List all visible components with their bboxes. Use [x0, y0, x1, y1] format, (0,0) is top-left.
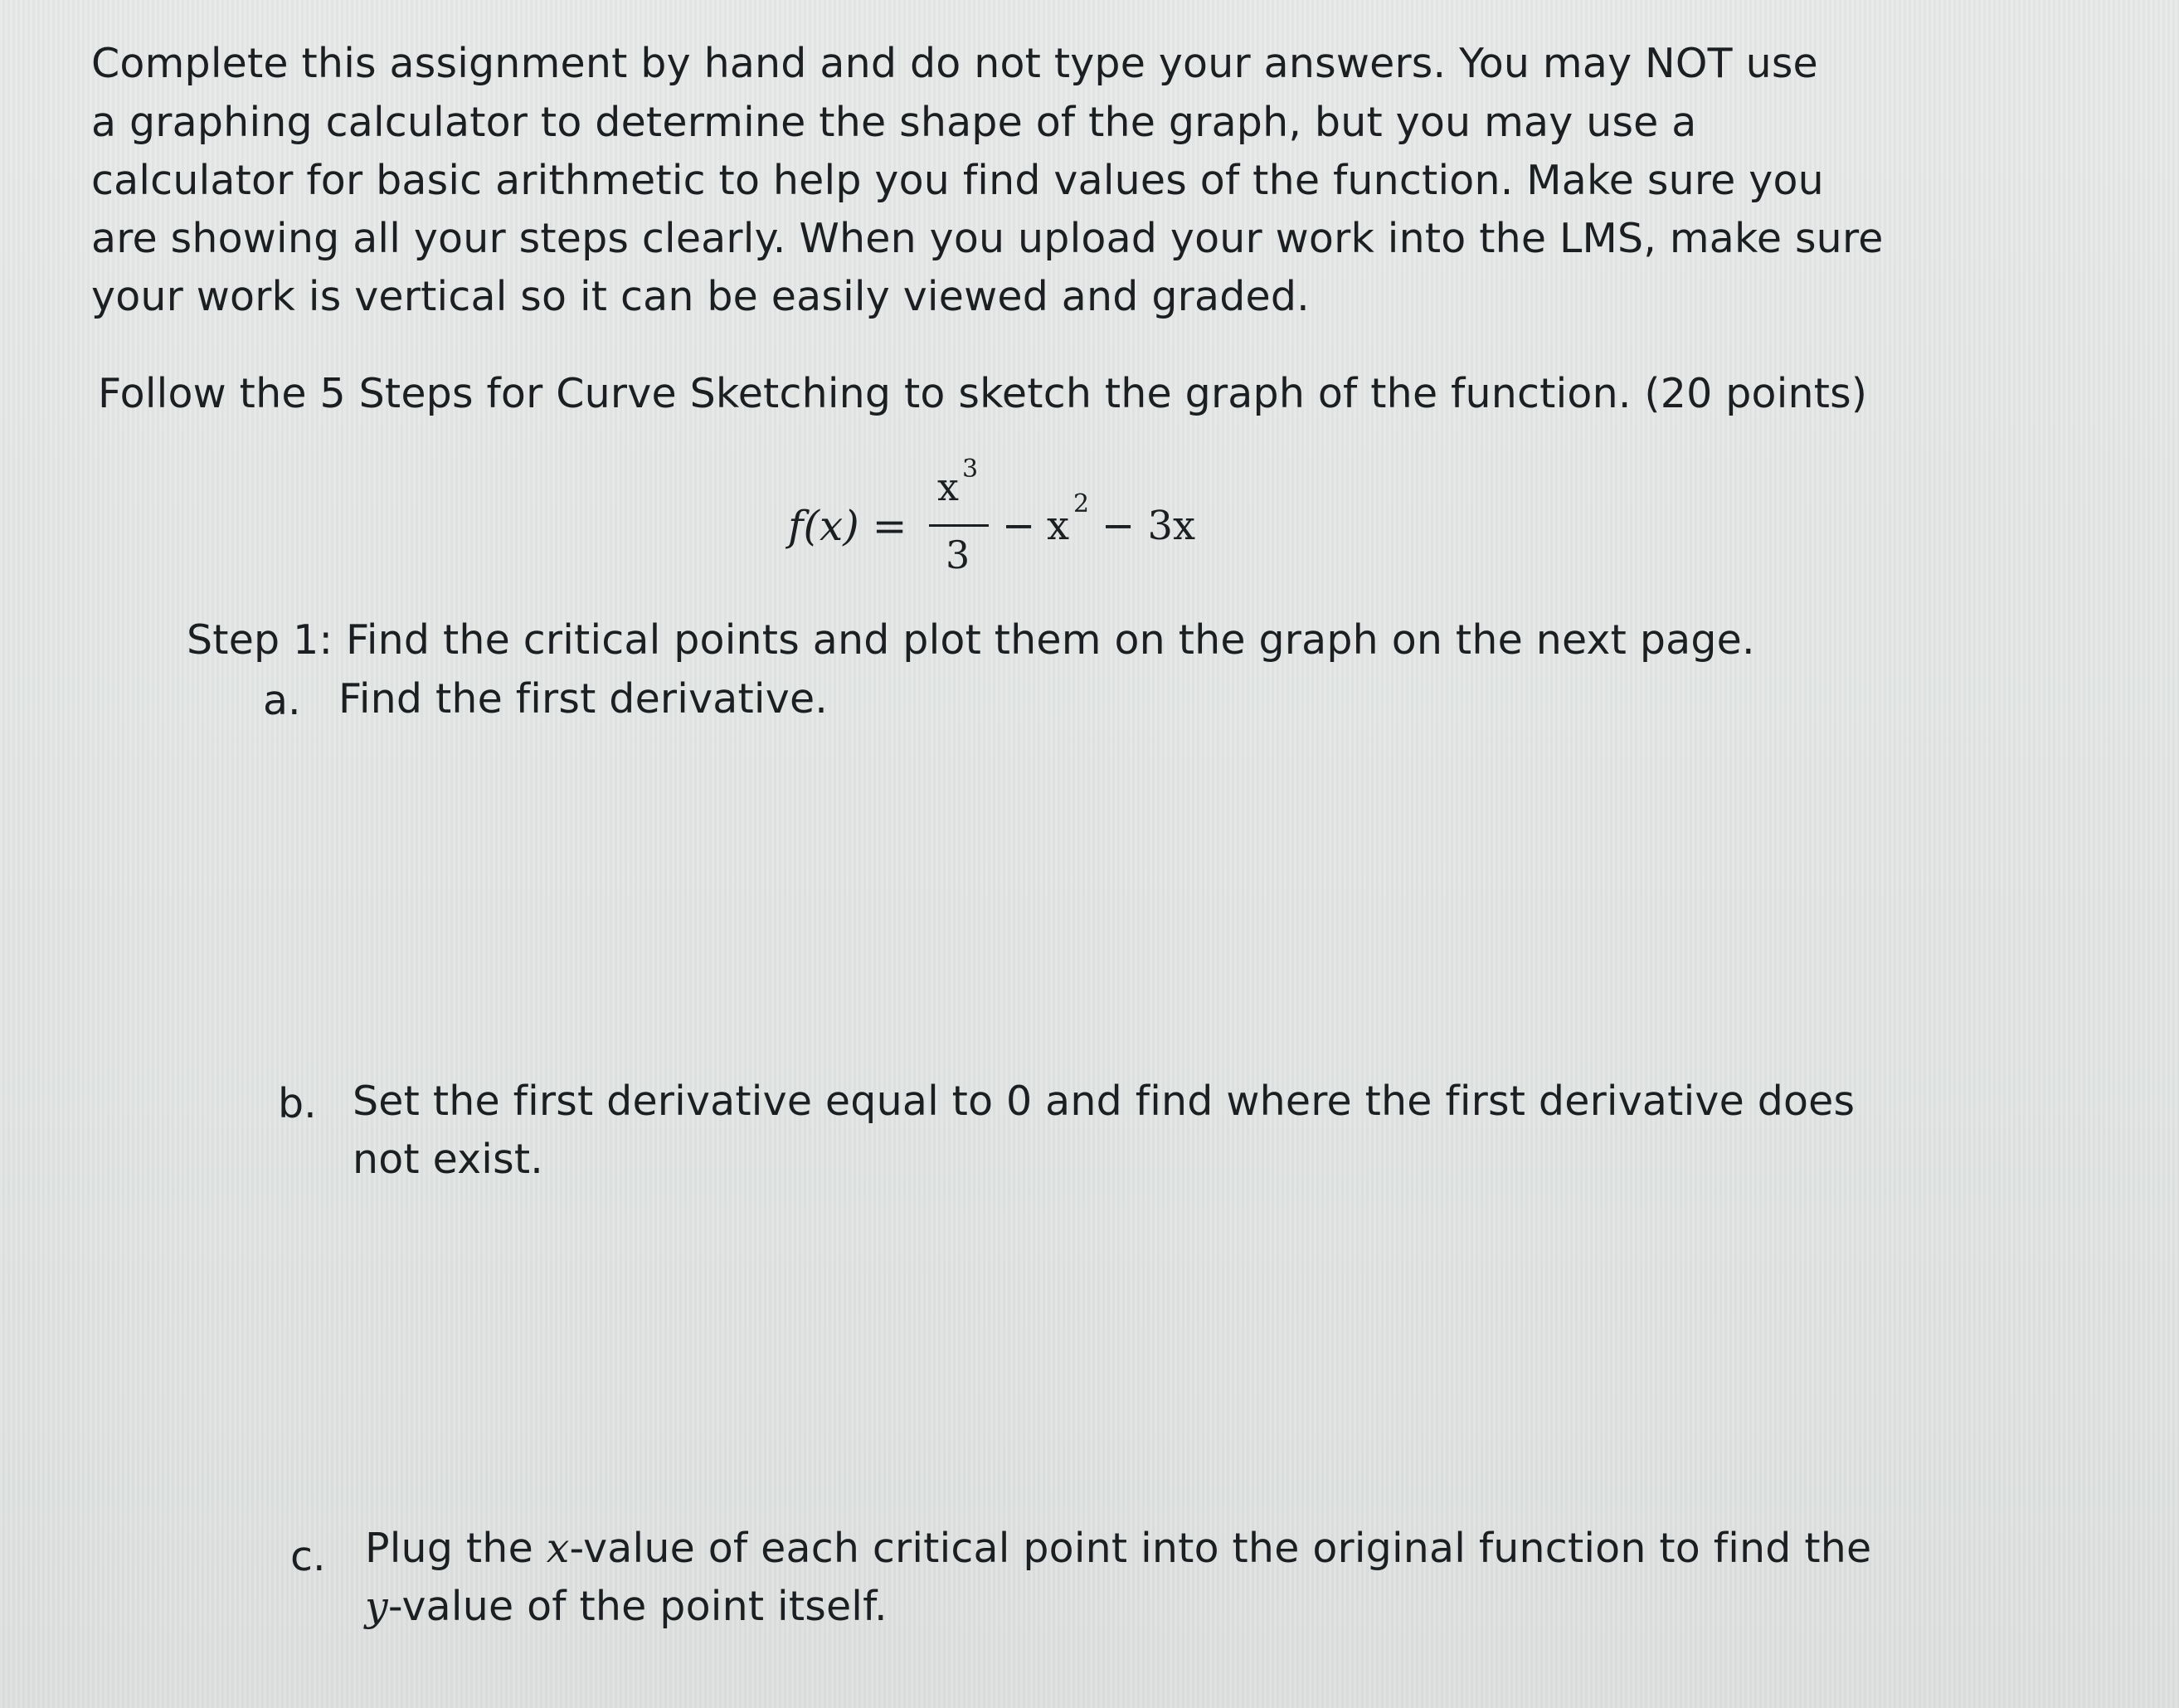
part-b-label: b. — [278, 1080, 317, 1127]
step1-heading: Step 1: Find the critical points and plot them on the graph on the next page. — [187, 616, 1755, 664]
formula-numerator-exponent: 3 — [962, 455, 979, 484]
formula-lhs — [788, 502, 907, 550]
part-c-line-1-pre: Plug the — [365, 1525, 547, 1572]
formula-x-squared-base: x — [1047, 503, 1070, 549]
part-c-line-2-post: -value of the point itself. — [387, 1583, 888, 1630]
intro-line-3: calculator for basic arithmetic to help you find values of the function. Make sure you — [91, 157, 1824, 204]
part-c-x-variable: x — [546, 1525, 570, 1572]
part-c-label: c. — [290, 1533, 326, 1580]
part-c-line-2 — [365, 1583, 888, 1630]
formula-numerator: x — [937, 465, 959, 509]
part-b-line-2: not exist. — [353, 1136, 544, 1183]
intro-line-5: your work is vertical so it can be easily viewed and graded. — [91, 273, 1310, 320]
part-c-y-variable: y — [365, 1583, 388, 1630]
intro-line-2: a graphing calculator to determine the shape of the graph, but you may use a — [91, 99, 1697, 146]
part-c-line-1 — [365, 1525, 1872, 1572]
intro-line-4: are showing all your steps clearly. When you upload your work into the LMS, make sure — [91, 215, 1884, 262]
formula-minus: − — [1002, 503, 1036, 549]
formula-tail: − 3x — [1102, 503, 1196, 549]
intro-line-1: Complete this assignment by hand and do not type your answers. You may NOT use — [91, 40, 1818, 87]
part-b-line-1: Set the first derivative equal to 0 and find where the first derivative does — [353, 1078, 1856, 1125]
formula-x-squared-exponent: 2 — [1073, 489, 1090, 518]
formula-denominator: 3 — [946, 533, 970, 577]
part-a-label: a. — [263, 677, 301, 724]
part-a-text: Find the first derivative. — [338, 675, 829, 723]
part-c-line-1-post: -value of each critical point into the original function to find the — [569, 1525, 1872, 1572]
instruction-text: Follow the 5 Steps for Curve Sketching to sketch the graph of the function. (20 points) — [98, 370, 1868, 417]
fraction-bar — [929, 524, 989, 527]
formula-lhs-text: f(x) = — [788, 502, 907, 550]
